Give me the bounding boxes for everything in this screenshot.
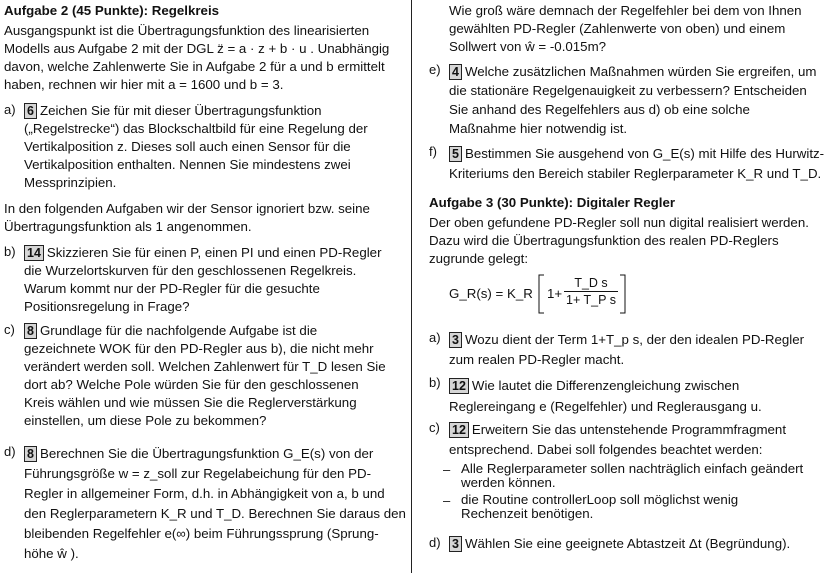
subtask-label: e): [429, 62, 441, 77]
intro-line: Ausgangspunkt ist die Übertragungsfunktion des linearisierten: [4, 23, 370, 38]
subtask-line: Messprinzipien.: [24, 175, 117, 190]
points-badge: 3: [449, 536, 462, 552]
subtask-label: b): [4, 244, 16, 259]
subtask-line: Reglereingang e (Regelfehler) und Reglerausgang u.: [449, 399, 762, 414]
subtask-line: Wie lautet die Differenzengleichung zwischen: [471, 378, 740, 393]
open-bracket-icon: [537, 274, 545, 314]
subtask-line: verändert werden soll. Welchen Zahlenwert für T_D lesen Sie: [24, 359, 386, 374]
pd-controller-formula: [429, 272, 689, 318]
points-badge: 8: [24, 323, 37, 339]
intro-line: haben, rechnen wir hier mit a = 1600 und b = 3.: [4, 77, 284, 92]
points-badge: 6: [24, 103, 37, 119]
subtask-line: Erweitern Sie das untenstehende Programmfragment: [471, 422, 787, 437]
formula-lhs: G_R(s) = K_R: [449, 286, 533, 301]
subtask-2e: [429, 62, 817, 138]
subtask-label: c): [4, 322, 15, 337]
subtask-label: d): [4, 444, 16, 459]
subtask-2a: [4, 102, 368, 192]
continued-line: Sollwert von ŵ = -0.015m?: [449, 39, 607, 54]
subtask-3b: [429, 375, 762, 417]
subtask-line: Berechnen Sie die Übertragungsfunktion G_E(s) von der: [39, 446, 374, 461]
subtask-line: Bestimmen Sie ausgehend von G_E(s) mit Hilfe des Hurwitz-: [464, 146, 825, 161]
points-badge: 8: [24, 446, 37, 462]
subtask-line: Kreis wählen und wie müssen Sie die Reglerverstärkung: [24, 395, 357, 410]
close-bracket-icon: [619, 274, 627, 314]
left-column: [4, 0, 406, 573]
subtask-label: a): [4, 102, 16, 117]
points-badge: 5: [449, 146, 462, 162]
requirement-line: Alle Reglerparameter sollen nachträglich einfach geändert: [461, 461, 804, 476]
subtask-line: die Wurzelortskurven für den geschlossenen Regelkreis.: [24, 263, 357, 278]
intro3-line: zugrunde gelegt:: [429, 251, 529, 266]
intro3-line: Dazu wird die Übertragungsfunktion des realen PD-Reglers: [429, 233, 779, 248]
task-2-intro: [4, 22, 389, 94]
subtask-label: c): [429, 420, 440, 435]
task-2-block: [4, 2, 389, 94]
subtask-3a: [429, 330, 804, 370]
points-badge: 12: [449, 378, 469, 394]
subtask-line: den Reglerparametern K_R und T_D. Berechnen Sie daraus den: [24, 506, 406, 521]
subtask-line: Positionsregelung in Frage?: [24, 299, 190, 314]
subtask-2b: [4, 244, 382, 316]
subtask-line: Warum kommt nur der PD-Regler für die gesuchte: [24, 281, 320, 296]
note-line: Übertragungsfunktion als 1 angenommen.: [4, 219, 252, 234]
formula-numerator: T_D s: [574, 276, 608, 290]
subtask-line: Führungsgröße w = z_soll zur Regelabeichung für den PD-: [24, 466, 372, 481]
continued-line: gewählten PD-Regler (Zahlenwerte von oben) und einem: [449, 21, 786, 36]
requirement-line: werden können.: [461, 475, 556, 490]
requirements-list: [429, 462, 803, 521]
subtask-2f: [429, 144, 824, 184]
requirement-item: – Alle Reglerparameter sollen nachträglich einfach geändert werden können.: [443, 461, 804, 490]
task-2-title: Aufgabe 2 (45 Punkte): Regelkreis: [4, 3, 220, 18]
subtask-line: Wählen Sie eine geeignete Abtastzeit Δt (Begründung).: [464, 536, 791, 551]
subtask-line: Welche zusätzlichen Maßnahmen würden Sie ergreifen, um: [464, 64, 817, 79]
column-divider: [411, 0, 412, 573]
formula-fraction: [564, 276, 618, 307]
formula-denominator: 1+ T_P s: [566, 293, 616, 307]
subtask-line: bleibenden Regelfehler e(∞) beim Führungssprung (Sprung-: [24, 526, 379, 541]
subtask-line: Wozu dient der Term 1+T_p s, der den idealen PD-Regler: [464, 332, 805, 347]
task-3-title: Aufgabe 3 (30 Punkte): Digitaler Regler: [429, 195, 676, 210]
points-badge: 3: [449, 332, 462, 348]
intro-line: davon, welche Zahlenwerte Sie in Aufgabe 2 für a und b ermittelt: [4, 59, 385, 74]
subtask-line: Kriteriums den Bereich stabiler Reglerparameter K_R und T_D.: [449, 166, 822, 181]
subtask-label: d): [429, 535, 441, 550]
subtask-2d: [4, 444, 406, 564]
intro3-line: Der oben gefundene PD-Regler soll nun digital realisiert werden.: [429, 215, 809, 230]
subtask-line: höhe ŵ ).: [24, 546, 79, 561]
points-badge: 4: [449, 64, 462, 80]
subtask-line: Vertikalposition enthalten. Nennen Sie mindestens zwei: [24, 157, 351, 172]
requirement-line: die Routine controllerLoop soll möglichst wenig: [461, 492, 739, 507]
continued-line: Wie groß wäre demnach der Regelfehler bei dem von Ihnen: [449, 3, 802, 18]
fraction-line: [564, 291, 618, 292]
subtask-2c: [4, 322, 386, 430]
right-column: [423, 0, 823, 573]
subtask-line: die stationäre Regelgenauigkeit zu verbessern? Entscheiden: [449, 83, 807, 98]
points-badge: 12: [449, 422, 469, 438]
intro-line: Modells aus Aufgabe 2 mit der DGL z̈ = a · z + b · u . Unabhängig: [4, 41, 390, 56]
subtask-line: Regler in allgemeiner Form, d.h. in Abhängigkeit von a, b und: [24, 486, 385, 501]
requirement-line: Rechenzeit benötigen.: [461, 506, 594, 521]
subtask-label: f): [429, 144, 437, 159]
points-badge: 14: [24, 245, 44, 261]
subtask-line: Sie anhand des Regelfehlers aus d) ob eine solche: [449, 102, 750, 117]
formula-one-plus: 1+: [547, 286, 563, 301]
subtask-line: gezeichnete WOK für den PD-Regler aus b), die nicht mehr: [24, 341, 374, 356]
subtask-line: zum realen PD-Regler macht.: [449, 352, 625, 367]
sensor-note: [4, 200, 370, 236]
subtask-line: einstellen, um diese Pole zu bekommen?: [24, 413, 267, 428]
subtask-line: dort ab? Welche Pole würden Sie für den geschlossenen: [24, 377, 359, 392]
subtask-line: Maßnahme hier notwendig ist.: [449, 121, 628, 136]
subtask-label: a): [429, 330, 441, 345]
subtask-label: b): [429, 375, 441, 390]
note-line: In den folgenden Aufgaben wir der Sensor ignoriert bzw. seine: [4, 201, 370, 216]
subtask-3d: [429, 535, 790, 553]
subtask-line: Skizzieren Sie für einen P, einen PI und einen PD-Regler: [46, 245, 382, 260]
task-3-block: [429, 194, 809, 268]
subtask-2d-continued: [449, 2, 802, 56]
subtask-line: Zeichen Sie für mit dieser Übertragungsfunktion: [39, 103, 322, 118]
subtask-line: Grundlage für die nachfolgende Aufgabe ist die: [39, 323, 318, 338]
subtask-line: („Regelstrecke“) das Blockschaltbild für eine Regelung der: [24, 121, 368, 136]
requirement-item: – die Routine controllerLoop soll möglichst wenig Rechenzeit benötigen.: [429, 493, 803, 521]
subtask-line: Vertikalposition z. Dieses soll auch einen Sensor für die: [24, 139, 351, 154]
subtask-line: entsprechend. Dabei soll folgendes beachtet werden:: [449, 442, 763, 457]
subtask-3c: [429, 420, 786, 460]
